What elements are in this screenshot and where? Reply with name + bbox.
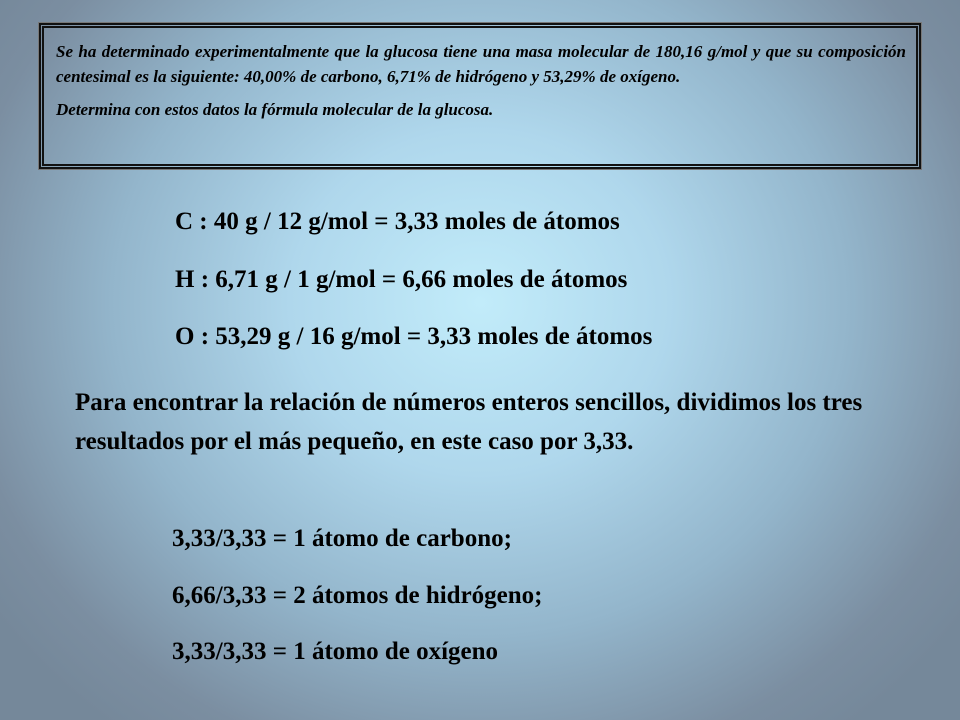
ratio-oxygen: 3,33/3,33 = 1 átomo de oxígeno <box>172 638 499 665</box>
moles-carbon: C : 40 g / 12 g/mol = 3,33 moles de átomos <box>175 208 620 235</box>
ratio-carbon: 3,33/3,33 = 1 átomo de carbono; <box>172 525 512 552</box>
problem-task: Determina con estos datos la fórmula molecular de la glucosa. <box>56 100 494 119</box>
problem-statement: Se ha determinado experimentalmente que la glucosa tiene una masa molecular de 180,16 g/mol y que su composición centesimal es la siguiente: 40,00% de carbono, 6,71% de hidrógeno y 53,29% de oxígeno. <box>56 42 906 86</box>
ratio-hydrogen: 6,66/3,33 = 2 átomos de hidrógeno; <box>172 582 543 609</box>
problem-statement-box <box>39 23 921 169</box>
explanation-text: Para encontrar la relación de números enteros sencillos, dividimos los tres resultados por el más pequeño, en este caso por 3,33. <box>75 389 863 455</box>
moles-oxygen: O : 53,29 g / 16 g/mol = 3,33 moles de átomos <box>175 323 653 350</box>
moles-hydrogen: H : 6,71 g / 1 g/mol = 6,66 moles de átomos <box>175 266 628 293</box>
